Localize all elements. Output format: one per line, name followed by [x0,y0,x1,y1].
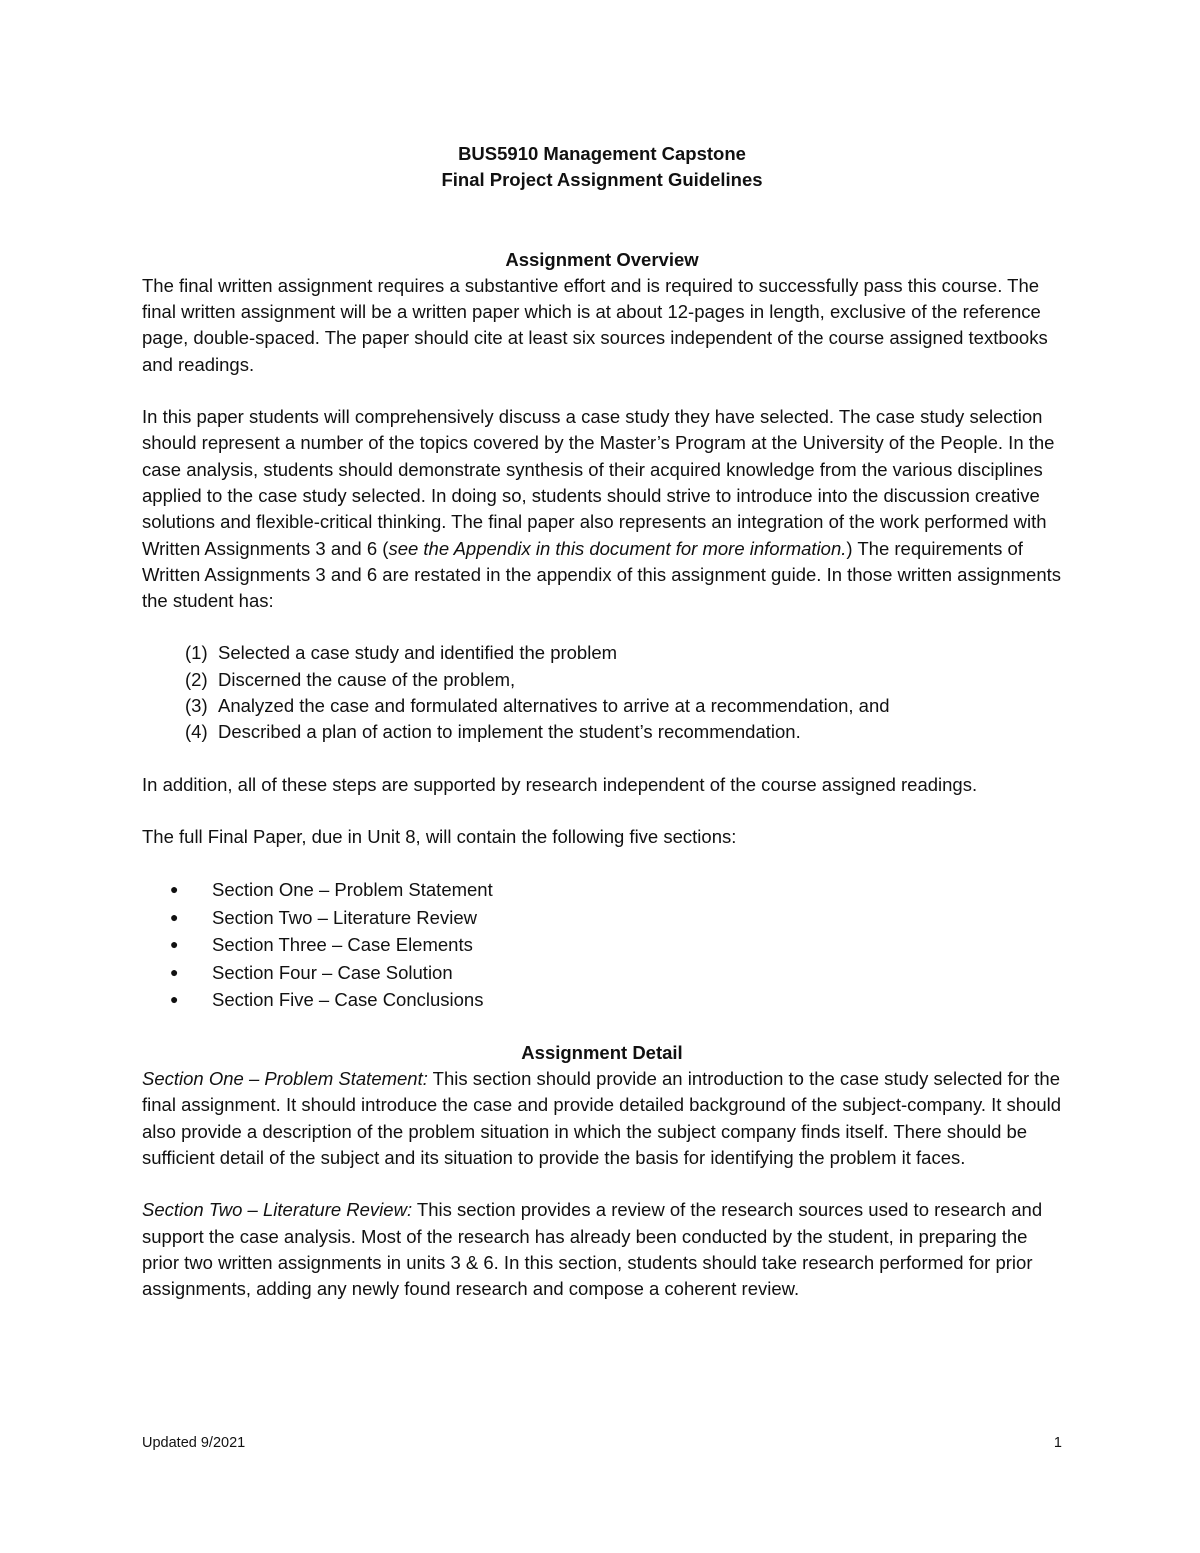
paper-section-item [170,904,1062,932]
section-one-text: This section should provide an introduction to the case study selected for the final assignment. It should introduce the case and provide detailed background of the subject-company. It should also provide a description of the problem situation in which the subject company finds itself. There should be sufficient detail of the subject and its situation to provide the basis for identifying the problem it faces. [142,1068,1062,1168]
step-number: (3) [185,695,208,717]
step-text: Analyzed the case and formulated alternatives to arrive at a recommendation, and [218,695,890,717]
section-two-text: This section provides a review of the research sources used to research and support the case analysis. Most of the research has already been conducted by the student, in preparing the prior two written assignments in units 3 & 6. In this section, students should take research performed for prior assignments, adding any newly found research and compose a coherent review. [142,1199,1043,1300]
bullet-icon: ● [170,936,179,953]
document-title-course: BUS5910 Management Capstone [458,143,746,164]
paper-section-item [170,931,1062,959]
student-steps-list [142,640,1062,745]
section-two-label: Section Two – Literature Review: [142,1199,413,1221]
footer-updated-date: Updated 9/2021 [142,1435,246,1451]
footer-page-number: 1 [1053,1435,1062,1451]
step-item [185,693,1062,719]
paper-section-item [170,876,1062,904]
paper-section-text: Section Five – Case Conclusions [212,989,484,1011]
paper-section-text: Section Two – Literature Review [212,906,477,928]
assignment-overview-heading: Assignment Overview [505,248,699,270]
document-title-guidelines: Final Project Assignment Guidelines [441,169,763,191]
assignment-detail-heading: Assignment Detail [521,1041,683,1063]
paper-section-item [170,959,1062,987]
overview-paragraph-1: The final written assignment requires a substantive effort and is required to successfully pass this course. The final written assignment will be a written paper which is at about 12-pages in length, exclusive of the reference page, double-spaced. The paper should cite at least six sources independent of the course assigned textbooks and readings. [142,274,1048,375]
page-footer [142,1435,1062,1451]
overview-paragraph-3: In addition, all of these steps are supported by research independent of the course assigned readings. [142,773,978,795]
step-item [185,719,1062,745]
overview-paragraph-4: The full Final Paper, due in Unit 8, will contain the following five sections: [142,825,737,847]
step-text: Discerned the cause of the problem, [218,668,516,690]
paper-section-item [170,986,1062,1014]
section-one-paragraph [142,1066,1062,1171]
step-text: Described a plan of action to implement the student’s recommendation. [218,721,801,743]
paper-section-text: Section Four – Case Solution [212,961,453,983]
section-two-paragraph [142,1197,1062,1302]
step-text: Selected a case study and identified the problem [218,642,618,664]
paper-section-text: Section One – Problem Statement [212,879,493,901]
document-body [142,141,1062,1302]
section-one-label: Section One – Problem Statement: [142,1068,428,1090]
step-number: (1) [185,642,208,664]
appendix-reference: see the Appendix in this document for more information. [388,537,847,559]
overview-paragraph-2 [142,404,1062,614]
paper-section-text: Section Three – Case Elements [212,934,473,956]
step-number: (2) [185,668,208,690]
step-number: (4) [185,721,208,743]
bullet-icon: ● [170,963,179,980]
step-item [185,640,1062,666]
bullet-icon: ● [170,908,179,925]
paper-sections-list [142,876,1062,1014]
bullet-icon: ● [170,991,179,1008]
step-item [185,667,1062,693]
overview-paragraph-2-start: In this paper students will comprehensively discuss a case study they have selected. The case study selection should represent a number of the topics covered by the Master’s Program at the University of the People. In the case analysis, students should demonstrate synthesis of their acquired knowledge from the various disciplines applied to the case study selected. In doing so, students should strive to introduce into the discussion creative solutions and flexible-critical thinking. The final paper also represents an integration of the work performed with Written Assignments 3 and 6 ( [142,406,1055,559]
bullet-icon: ● [170,881,179,898]
overview-paragraph-2-end: ) The requirements of Written Assignments 3 and 6 are restated in the appendix of this assignment guide. In those written assignments the student has: [142,537,1062,612]
